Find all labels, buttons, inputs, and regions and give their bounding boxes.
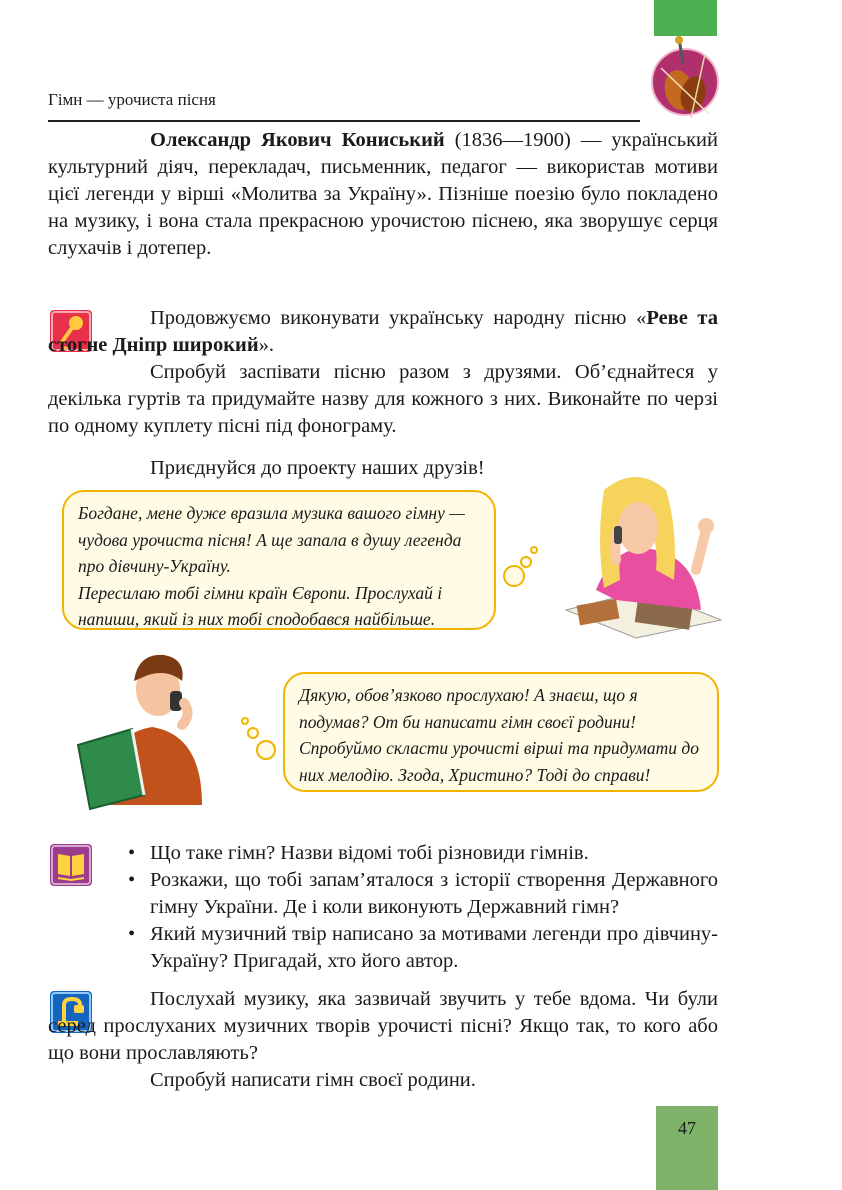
singing-instructions: Спробуй заспівати пісню разом з друзями. Об’єднайтеся у декілька гуртів та придумайте назву для кожного з них. Виконайте по черзі по одному куплету пісні під фонограму. bbox=[48, 361, 718, 437]
thought-dot bbox=[520, 556, 532, 568]
speech-bubble-christina bbox=[62, 490, 496, 630]
bubble2-line2: Спробуймо скласти урочисті вірші та придумати до них мелодію. Згода, Христино? Тоді до справи! bbox=[299, 738, 699, 785]
bubble1-line1: Богдане, мене дуже вразила музика вашого гімну — чудова урочиста пісня! А ще запала в душу легенда про дівчину-Україну. bbox=[78, 503, 465, 576]
question-item: • Який музичний твір написано за мотивами легенди про дівчину-Україну? Пригадай, хто його автор. bbox=[120, 921, 718, 975]
header-rule bbox=[48, 120, 640, 122]
speech-bubble-bohdan bbox=[283, 672, 719, 792]
boy-with-book-illustration bbox=[72, 645, 222, 810]
bubble1-line2: Пересилаю тобі гімни країн Європи. Прослухай і напиши, який із них тобі сподобався найбільше. bbox=[78, 582, 443, 629]
thought-dot bbox=[503, 565, 525, 587]
page-header-title: Гімн — урочиста пісня bbox=[48, 90, 216, 109]
thought-dot bbox=[256, 740, 276, 760]
singing-section bbox=[48, 305, 718, 440]
project-invite: Приєднуйся до проекту наших друзів! bbox=[150, 457, 485, 479]
author-text: (1836—1900) — український культурний діяч, перекладач, письменник, педагог — використав мотиви цієї легенди у вірші «Молитва за Україну». Пізніше поезію було покладено на музику, і вона стала прекрасною урочистою піснею, яка зворушує серця слухачів і дотепер. bbox=[48, 129, 718, 259]
page-number: 47 bbox=[678, 1118, 696, 1138]
question-item: • Що таке гімн? Назви відомі тобі різновиди гімнів. bbox=[120, 840, 718, 867]
listening-section bbox=[48, 986, 718, 1094]
author-name: Олександр Якович Кониський bbox=[150, 129, 445, 151]
question-item: • Розкажи, що тобі запам’яталося з історії створення Державного гімну України. Де і коли виконують Державний гімн? bbox=[120, 867, 718, 921]
thought-dot bbox=[241, 717, 249, 725]
konysky-paragraph bbox=[48, 127, 718, 262]
chapter-tab bbox=[654, 0, 717, 36]
questions-list bbox=[120, 840, 718, 975]
thought-dot bbox=[530, 546, 538, 554]
bubble2-line1: Дякую, обов’язково прослухаю! А знаєш, що я подумав? От би написати гімн своєї родини! bbox=[299, 685, 638, 732]
girl-on-phone-illustration bbox=[556, 470, 726, 640]
listening-task: Спробуй написати гімн своєї родини. bbox=[150, 1069, 476, 1091]
listening-text: Послухай музику, яка зазвичай звучить у тебе вдома. Чи були серед прослуханих музичних творів урочисті пісні? Якщо так, то кого або що вони прославляють? bbox=[48, 988, 718, 1064]
violin-emblem bbox=[649, 34, 721, 122]
singing-suffix: ». bbox=[258, 334, 275, 356]
book-icon bbox=[50, 844, 92, 886]
song-title: Реве та стогне Дніпр широкий bbox=[48, 307, 719, 356]
thought-dot bbox=[247, 727, 259, 739]
singing-prefix: Продовжуємо виконувати українську народну пісню « bbox=[150, 307, 647, 329]
